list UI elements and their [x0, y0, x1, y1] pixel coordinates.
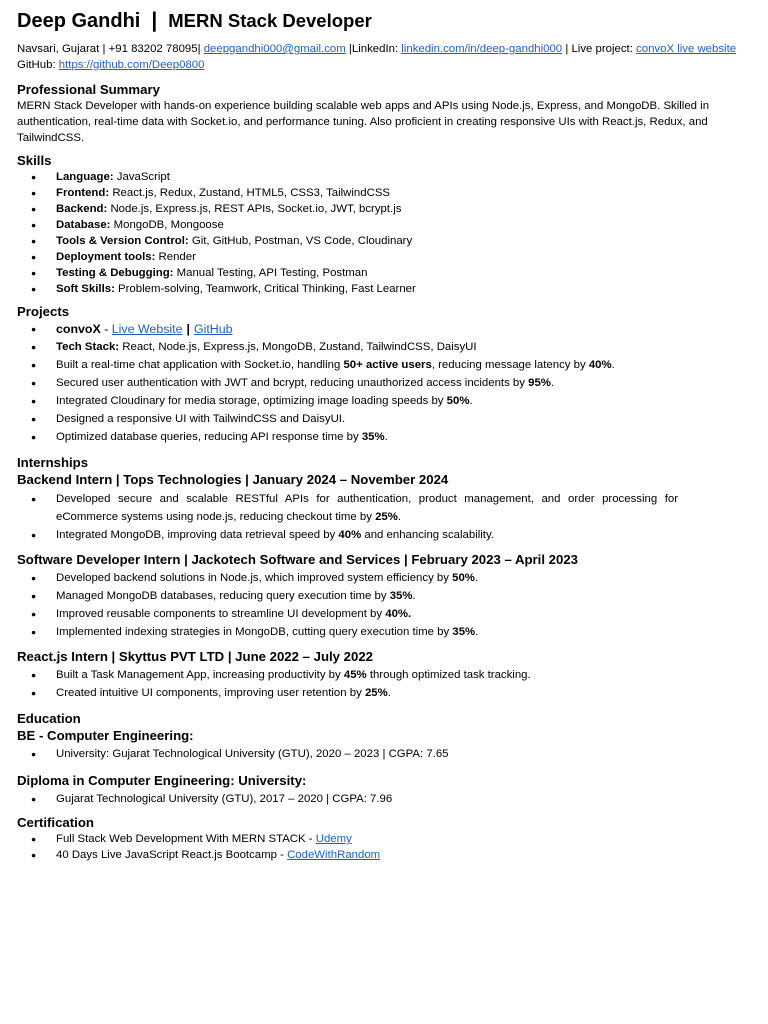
linkedin-prefix: |LinkedIn:	[348, 43, 399, 55]
internship-bullets	[17, 666, 751, 702]
project-github-link[interactable]: GitHub	[193, 322, 233, 336]
education-item: ● University: Gujarat Technological University (GTU), 2020 – 2023 | CGPA: 7.65	[17, 746, 751, 762]
skill-label: Tools & Version Control:	[56, 235, 189, 247]
internship-heading: Backend Intern | Tops Technologies | January 2024 – November 2024	[17, 472, 449, 487]
candidate-role: MERN Stack Developer	[168, 10, 372, 31]
skill-label: Frontend:	[56, 187, 110, 199]
udemy-link[interactable]: Udemy	[315, 833, 352, 845]
skill-value: JavaScript	[113, 171, 170, 183]
skill-item	[17, 185, 751, 201]
internship-bullet: ● Integrated MongoDB, improving data retrieval speed by 40% and enhancing scalability.	[17, 526, 751, 544]
internship-bullets	[17, 569, 751, 641]
resume-header	[17, 9, 751, 41]
summary-text: MERN Stack Developer with hands-on experience building scalable web apps and APIs using Node.js, Express, and MongoDB. Skilled in authentication, real-time data with Socket.io, and performance tuning. Also proficient in creating responsive UIs with React.js, Redux, and TailwindCSS.	[17, 100, 710, 144]
github-profile-link[interactable]: https://github.com/Deep0800	[58, 59, 205, 71]
internship-bullet: ● Managed MongoDB databases, reducing query execution time by 35%.	[17, 587, 751, 605]
skill-value: MongoDB, Mongoose	[110, 219, 224, 231]
skill-label: Backend:	[56, 203, 108, 215]
skill-value: Manual Testing, API Testing, Postman	[173, 267, 368, 279]
github-prefix: GitHub:	[17, 59, 56, 71]
location-phone: Navsari, Gujarat | +91 83202 78095|	[17, 43, 201, 55]
skill-item	[17, 281, 751, 297]
projects-heading: Projects	[17, 304, 70, 319]
codewithrandom-link[interactable]: CodeWithRandom	[287, 849, 381, 861]
skill-item	[17, 217, 751, 233]
candidate-name: Deep Gandhi	[17, 10, 141, 32]
internship-bullet: ● Built a Task Management App, increasing productivity by 45% through optimized task tracking.	[17, 666, 751, 684]
skill-label: Testing & Debugging:	[56, 267, 174, 279]
internship-bullet: ● Developed backend solutions in Node.js, which improved system efficiency by 50%.	[17, 569, 751, 587]
tech-stack-value: React, Node.js, Express.js, MongoDB, Zustand, TailwindCSS, DaisyUI	[119, 341, 477, 353]
skill-label: Deployment tools:	[56, 251, 156, 263]
email-link[interactable]: deepgandhi000@gmail.com	[203, 43, 346, 55]
diploma-heading: Diploma in Computer Engineering: University:	[17, 773, 307, 788]
internship-heading: React.js Intern | Skyttus PVT LTD | June 2022 – July 2022	[17, 649, 374, 664]
project-title-item	[17, 320, 751, 338]
header-separator: |	[151, 9, 158, 32]
skill-value: Problem-solving, Teamwork, Critical Thinking, Fast Learner	[114, 283, 416, 295]
certification-item: ● Full Stack Web Development With MERN STACK - Udemy	[17, 831, 751, 847]
certification-list	[17, 831, 751, 863]
skill-label: Database:	[56, 219, 111, 231]
project-bullet: ● Designed a responsive UI with TailwindCSS and DaisyUI.	[17, 410, 751, 428]
summary-heading: Professional Summary	[17, 82, 160, 97]
internship-heading: Software Developer Intern | Jackotech Software and Services | February 2023 – April 2023	[17, 552, 579, 567]
contact-line	[17, 41, 751, 57]
skills-heading: Skills	[17, 153, 52, 168]
skill-label: Soft Skills:	[56, 283, 115, 295]
live-project-link[interactable]: convoX live website	[636, 43, 737, 55]
skills-list	[17, 169, 751, 297]
skill-value: Node.js, Express.js, REST APIs, Socket.io, JWT, bcrypt.js	[107, 203, 402, 215]
tech-stack-label: Tech Stack:	[56, 341, 120, 353]
skill-item	[17, 201, 751, 217]
skill-item	[17, 265, 751, 281]
skill-value: Git, GitHub, Postman, VS Code, Cloudinary	[188, 235, 413, 247]
project-bullet: ● Integrated Cloudinary for media storage, optimizing image loading speeds by 50%.	[17, 392, 751, 410]
internship-bullet: ● Developed secure and scalable RESTful APIs for authentication, product management, and order processing for eCommerce systems using node.js, reducing checkout time by 25%.	[17, 490, 751, 526]
linkedin-link[interactable]: linkedin.com/in/deep-gandhi000	[401, 43, 563, 55]
skill-value: Render	[155, 251, 196, 263]
skill-item	[17, 249, 751, 265]
education-item: ● Gujarat Technological University (GTU), 2017 – 2020 | CGPA: 7.96	[17, 791, 751, 807]
internship-bullet: ● Improved reusable components to streamline UI development by 40%.	[17, 605, 751, 623]
projects-list	[17, 320, 751, 446]
project-name: convoX	[56, 322, 101, 336]
internship-bullet: ● Created intuitive UI components, improving user retention by 25%.	[17, 684, 751, 702]
certification-item: ● 40 Days Live JavaScript React.js Bootcamp - CodeWithRandom	[17, 847, 751, 863]
education-bullets	[17, 746, 751, 762]
project-bullet: ● Optimized database queries, reducing API response time by 35%.	[17, 428, 751, 446]
project-live-link[interactable]: Live Website	[111, 322, 183, 336]
degree-heading: BE - Computer Engineering:	[17, 728, 194, 743]
internship-bullets	[17, 490, 751, 544]
live-project-prefix: | Live project:	[565, 43, 633, 55]
internships-heading: Internships	[17, 455, 89, 470]
skill-value: React.js, Redux, Zustand, HTML5, CSS3, TailwindCSS	[109, 187, 391, 199]
project-dash: -	[100, 322, 112, 336]
project-tech-stack	[17, 338, 751, 356]
education-heading: Education	[17, 711, 81, 726]
internship-bullet: ● Implemented indexing strategies in MongoDB, cutting query execution time by 35%.	[17, 623, 751, 641]
project-link-separator: |	[186, 322, 190, 336]
github-line	[17, 57, 751, 73]
skill-label: Language:	[56, 171, 114, 183]
certification-heading: Certification	[17, 815, 94, 830]
skill-item	[17, 169, 751, 185]
project-bullet: ● Built a real-time chat application with Socket.io, handling 50+ active users, reducing message latency by 40%.	[17, 356, 751, 374]
project-bullet: ● Secured user authentication with JWT and bcrypt, reducing unauthorized access incidents by 95%.	[17, 374, 751, 392]
diploma-bullets	[17, 791, 751, 807]
skill-item	[17, 233, 751, 249]
